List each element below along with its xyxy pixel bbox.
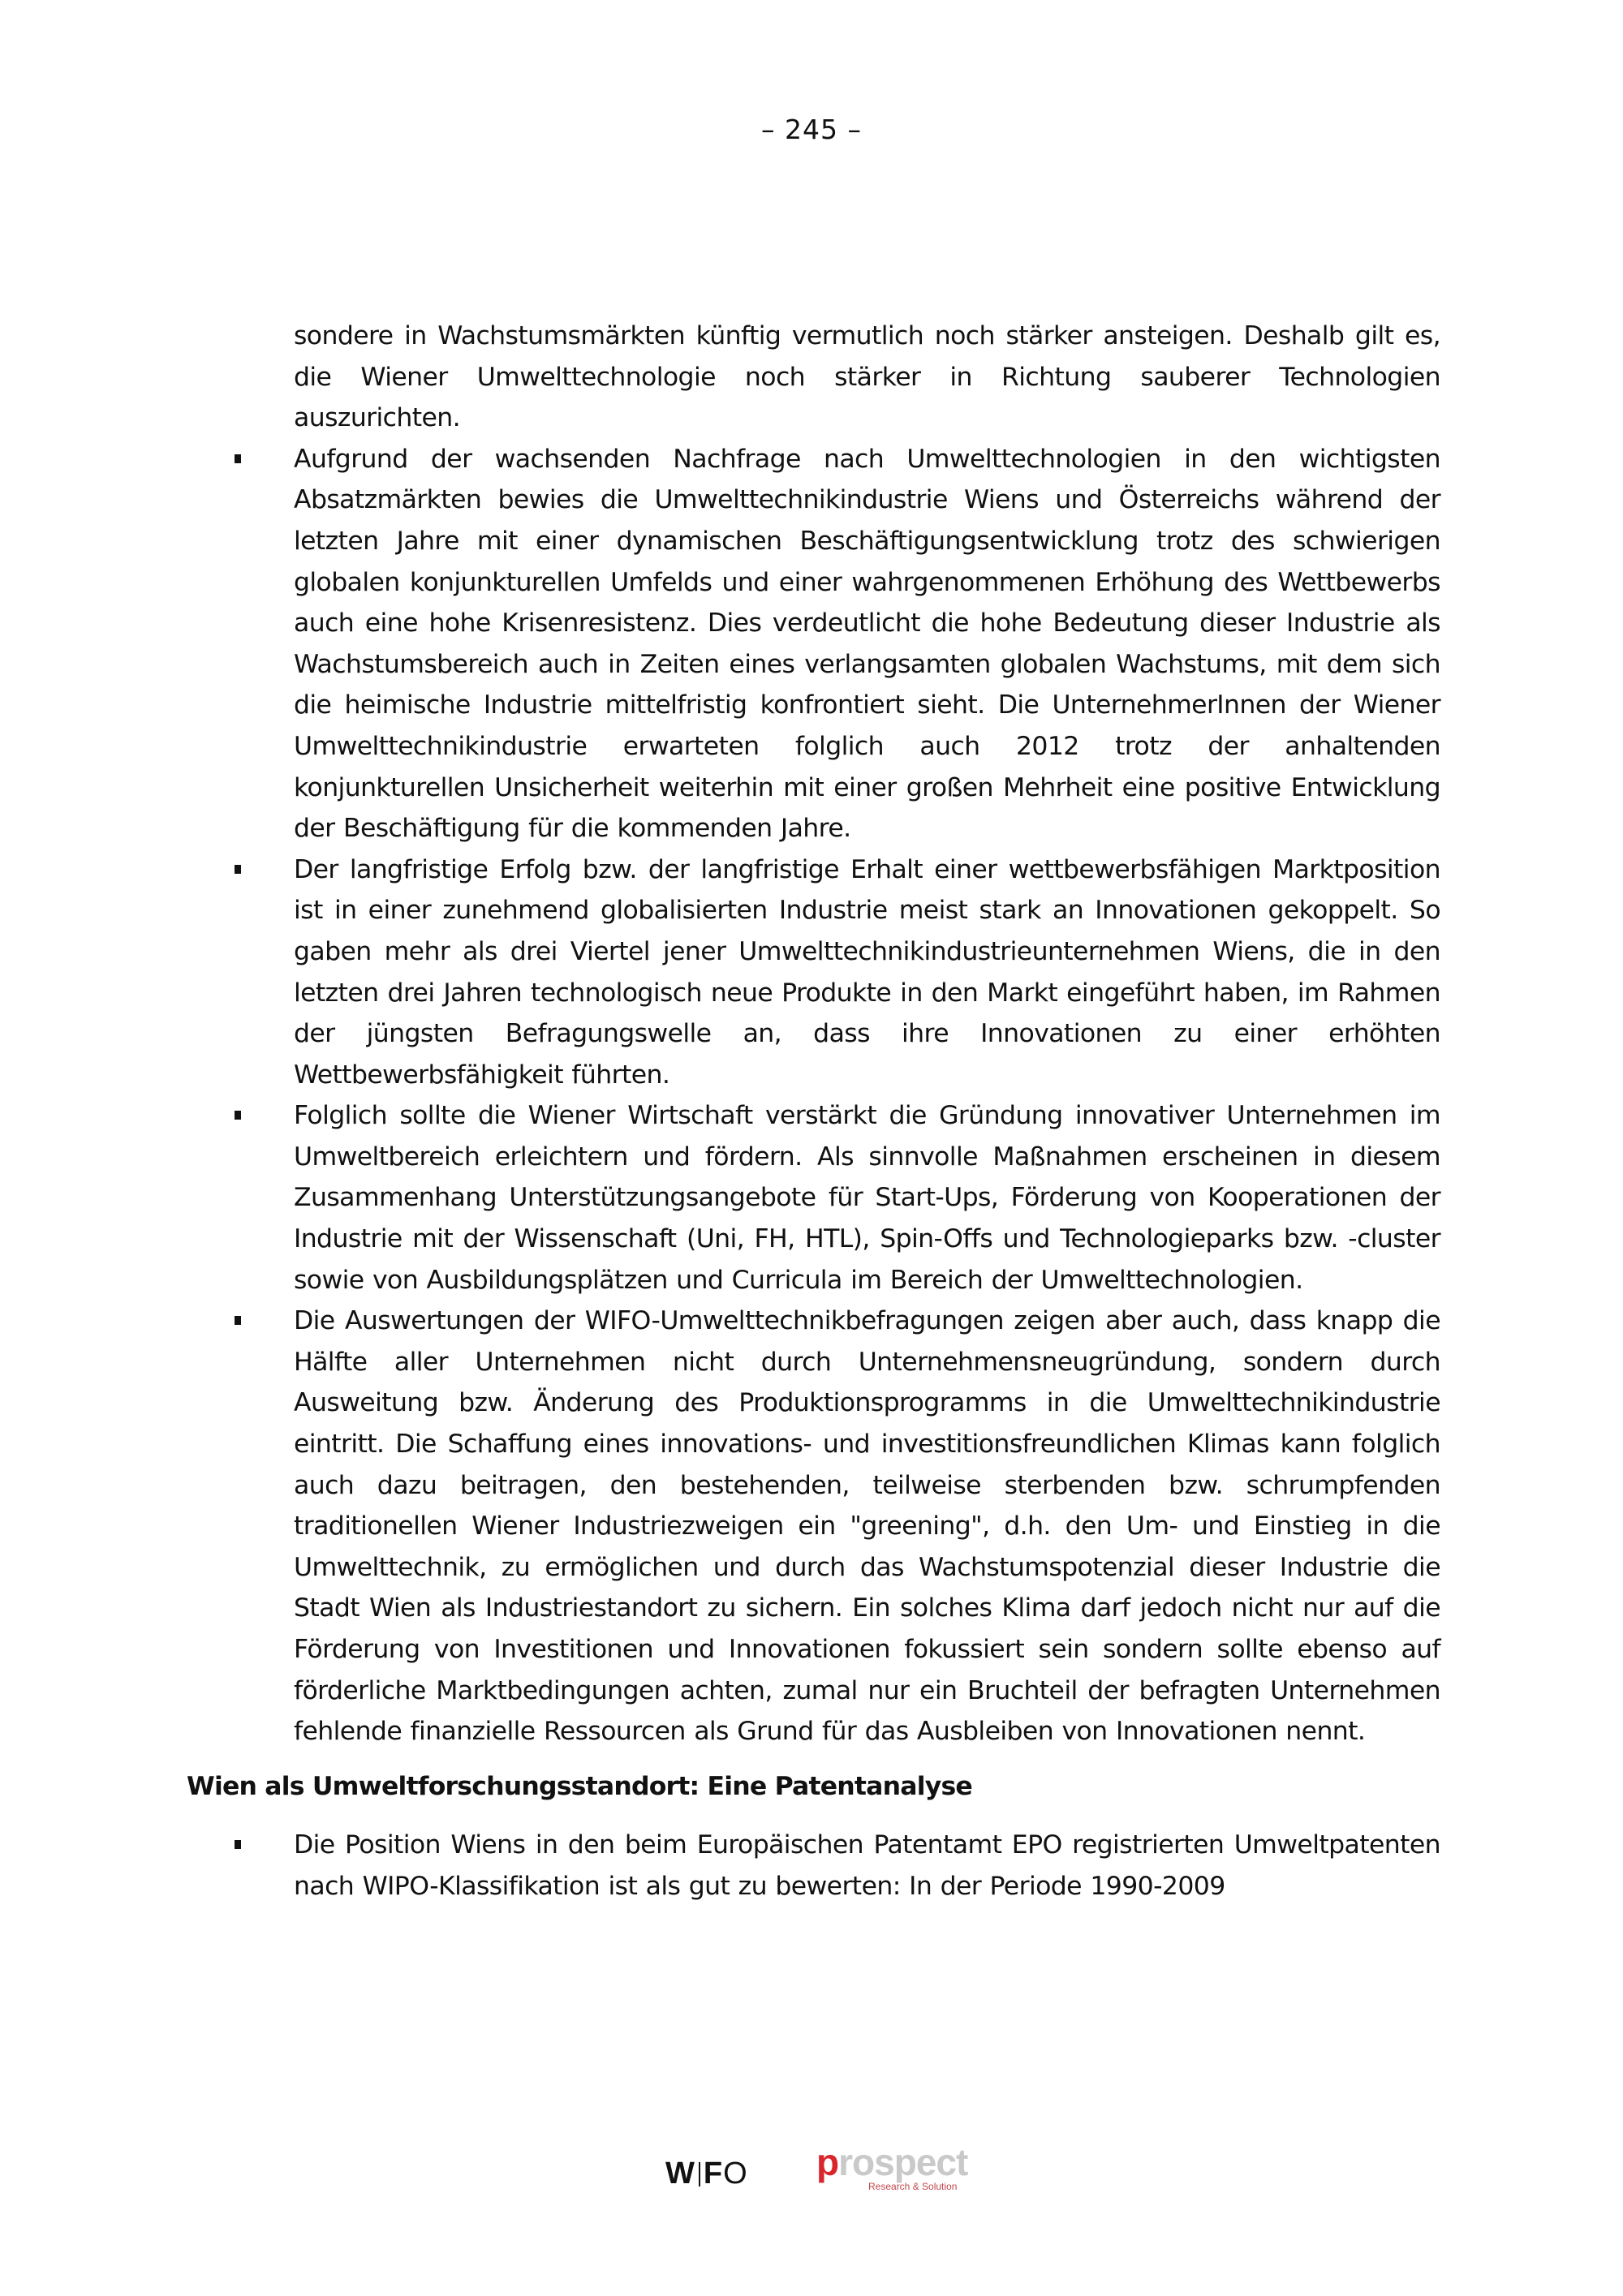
prospect-tagline: Research & Solution <box>868 2181 958 2192</box>
square-bullet-icon <box>235 454 241 463</box>
square-bullet-icon <box>235 1316 241 1325</box>
square-bullet-icon <box>235 865 241 874</box>
page-footer <box>0 2142 1623 2199</box>
prospect-wordmark <box>816 2142 967 2182</box>
bullet-item <box>187 439 1440 849</box>
wifo-logo-f: F <box>703 2156 724 2191</box>
wifo-logo <box>665 2156 748 2191</box>
continuation-paragraph: sondere in Wachstumsmärkten künftig vermutlich noch stärker ansteigen. Deshalb gilt es, die Wiener Umwelttechnologie noch stärker in Richtung sauberer Technologien auszurichten. <box>294 321 1440 433</box>
bullet-text: Die Auswertungen der WIFO-Umwelttechnikbefragungen zeigen aber auch, dass knapp die Hälfte aller Unternehmen nicht durch Unternehmensneugründung, sondern durch Ausweitung bzw. Änderung des Produktionsprogramms in die Umwelttechnikindustrie eintritt. Die Schaffung eines innovations- und investitionsfreundlichen Klimas kann folglich auch dazu beitragen, den bestehenden, teilweise sterbenden bzw. schrumpfenden traditionellen Wiener Industriezweigen ein "greening", d.h. den Um- und Einstieg in die Umwelttechnik, zu ermöglichen und durch das Wachstumspotenzial dieser Industrie die Stadt Wien als Industriestandort zu sichern. Ein solches Klima darf jedoch nicht nur auf die Förderung von Investitionen und Innovationen fokussiert sein sondern sollte ebenso auf förderliche Marktbedingungen achten, zumal nur ein Bruchteil der befragten Unternehmen fehlende finanzielle Ressourcen als Grund für das Ausbleiben von Innovationen nennt. <box>294 1306 1440 1747</box>
square-bullet-icon <box>235 1111 241 1120</box>
bullet-text: Die Position Wiens in den beim Europäischen Patentamt EPO registrierten Umweltpatenten nach WIPO-Klassifikation ist als gut zu bewerten: In der Periode 1990-2009 <box>294 1830 1440 1901</box>
bullet-text: Aufgrund der wachsenden Nachfrage nach Umwelttechnologien in den wichtigsten Absatzmärkten bewies die Umwelttechnikindustrie Wiens und Österreichs während der letzten Jahre mit einer dynamischen Beschäftigungsentwicklung trotz des schwierigen globalen konjunkturellen Umfelds und einer wahrgenommenen Erhöhung des Wettbewerbs auch eine hohe Krisenresistenz. Dies verdeutlicht die hohe Bedeutung dieser Industrie als Wachstumsbereich auch in Zeiten eines verlangsamten globalen Wachstums, mit dem sich die heimische Industrie mittelfristig konfrontiert sieht. Die UnternehmerInnen der Wiener Umwelttechnikindustrie erwarteten folglich auch 2012 trotz der anhaltenden konjunkturellen Unsicherheit weiterhin mit einer großen Mehrheit eine positive Entwicklung der Beschäftigung für die kommenden Jahre. <box>294 444 1440 844</box>
section-heading: Wien als Umweltforschungsstandort: Eine Patentanalyse <box>187 1771 972 1801</box>
prospect-logo-p: p <box>816 2141 839 2183</box>
page-number: – 245 – <box>761 114 862 145</box>
wifo-logo-w: W <box>665 2156 695 2191</box>
bullet-list-section <box>187 1825 1440 1907</box>
wifo-logo-o: O <box>723 2156 748 2191</box>
wifo-logo-divider <box>699 2162 700 2186</box>
bullet-item <box>187 849 1440 1096</box>
bullet-text: Der langfristige Erfolg bzw. der langfristige Erhalt einer wettbewerbsfähigen Marktposition ist in einer zunehmend globalisierten Industrie meist stark an Innovationen gekoppelt. So gaben mehr als drei Viertel jener Umwelttechnikindustrieunternehmen Wiens, die in den letzten drei Jahren technologisch neue Produkte in den Markt eingeführt haben, im Rahmen der jüngsten Befragungswelle an, dass ihre Innovationen zu einer erhöhten Wettbewerbsfähigkeit führten. <box>294 854 1440 1090</box>
bullet-item <box>187 1825 1440 1907</box>
prospect-logo <box>816 2142 979 2195</box>
bullet-list-main <box>187 439 1440 1752</box>
prospect-logo-rest: rospect <box>838 2141 968 2183</box>
bullet-item <box>187 1301 1440 1752</box>
bullet-text: Folglich sollte die Wiener Wirtschaft verstärkt die Gründung innovativer Unternehmen im Umweltbereich erleichtern und fördern. Als sinnvolle Maßnahmen erscheinen in diesem Zusammenhang Unterstützungsangebote für Start-Ups, Förderung von Kooperationen der Industrie mit der Wissenschaft (Uni, FH, HTL), Spin-Offs und Technologieparks bzw. -cluster sowie von Ausbildungsplätzen und Curricula im Bereich der Umwelttechnologien. <box>294 1101 1440 1295</box>
bullet-item <box>187 1095 1440 1301</box>
document-body <box>187 316 1440 1907</box>
square-bullet-icon <box>235 1840 241 1849</box>
